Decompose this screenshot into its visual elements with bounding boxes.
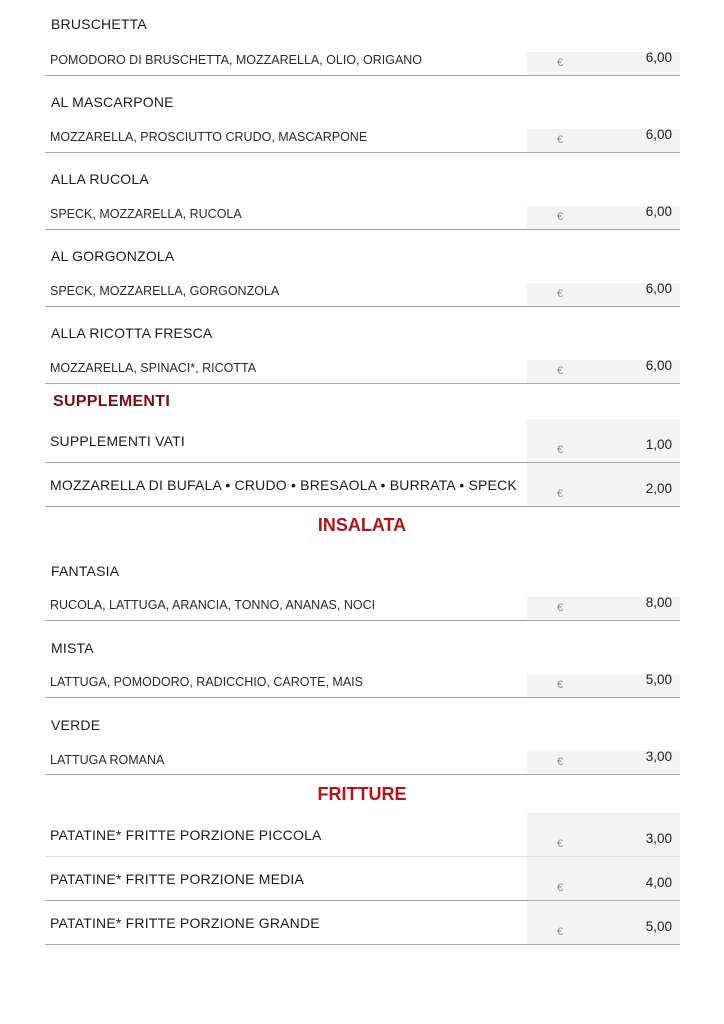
divider (45, 774, 680, 775)
currency-symbol: € (557, 488, 564, 500)
section-heading: FRITTURE (317, 784, 407, 804)
item-description: POMODORO DI BRUSCHETTA, MOZZARELLA, OLIO, ORIGANO (50, 53, 423, 67)
item-description: MOZZARELLA, PROSCIUTTO CRUDO, MASCARPONE (50, 130, 368, 144)
item-title: ALLA RICOTTA FRESCA (51, 325, 213, 341)
currency-symbol: € (557, 211, 564, 223)
divider (45, 697, 680, 698)
currency-symbol: € (557, 926, 564, 938)
item-title: MOZZARELLA DI BUFALA • CRUDO • BRESAOLA • BURRATA • SPECK (50, 477, 517, 493)
item-price: 6,00 (645, 127, 672, 142)
divider (45, 306, 680, 307)
item-title: ALLA RUCOLA (51, 171, 149, 187)
item-price: 6,00 (645, 281, 672, 296)
item-price: 5,00 (645, 672, 672, 687)
currency-symbol: € (557, 838, 564, 850)
item-title: AL GORGONZOLA (51, 248, 175, 264)
divider (45, 506, 680, 507)
item-price: 6,00 (645, 204, 672, 219)
item-price: 3,00 (645, 749, 672, 764)
divider (45, 152, 680, 153)
divider (45, 229, 680, 230)
item-title: SUPPLEMENTI VATI (50, 433, 185, 449)
divider (45, 75, 680, 76)
item-price: 8,00 (645, 595, 672, 610)
currency-symbol: € (557, 134, 564, 146)
item-price: 3,00 (645, 831, 672, 846)
item-price: 6,00 (645, 50, 672, 65)
item-title: VERDE (51, 717, 101, 733)
item-title: MISTA (51, 640, 94, 656)
item-price: 2,00 (645, 481, 672, 496)
item-description: MOZZARELLA, SPINACI*, RICOTTA (50, 361, 257, 375)
divider (45, 944, 680, 945)
section-heading: INSALATA (317, 515, 407, 535)
currency-symbol: € (557, 756, 564, 768)
section-heading: SUPPLEMENTI (53, 393, 171, 410)
item-title: AL MASCARPONE (51, 94, 174, 110)
currency-symbol: € (557, 288, 564, 300)
currency-symbol: € (557, 882, 564, 894)
item-description: SPECK, MOZZARELLA, RUCOLA (50, 207, 242, 221)
item-title: PATATINE* FRITTE PORZIONE GRANDE (50, 915, 320, 931)
divider (45, 620, 680, 621)
item-title: PATATINE* FRITTE PORZIONE MEDIA (50, 871, 305, 887)
currency-symbol: € (557, 679, 564, 691)
item-price: 6,00 (645, 358, 672, 373)
item-title: FANTASIA (51, 563, 120, 579)
item-description: SPECK, MOZZARELLA, GORGONZOLA (50, 284, 280, 298)
item-description: RUCOLA, LATTUGA, ARANCIA, TONNO, ANANAS, NOCI (50, 598, 376, 612)
currency-symbol: € (557, 444, 564, 456)
currency-symbol: € (557, 365, 564, 377)
item-title: PATATINE* FRITTE PORZIONE PICCOLA (50, 827, 322, 843)
item-price: 1,00 (645, 437, 672, 452)
currency-symbol: € (557, 57, 564, 69)
item-title: BRUSCHETTA (51, 16, 147, 32)
item-description: LATTUGA ROMANA (50, 753, 165, 767)
item-price: 4,00 (645, 875, 672, 890)
item-description: LATTUGA, POMODORO, RADICCHIO, CAROTE, MAIS (50, 675, 363, 689)
item-price: 5,00 (645, 919, 672, 934)
divider (45, 383, 680, 384)
currency-symbol: € (557, 602, 564, 614)
